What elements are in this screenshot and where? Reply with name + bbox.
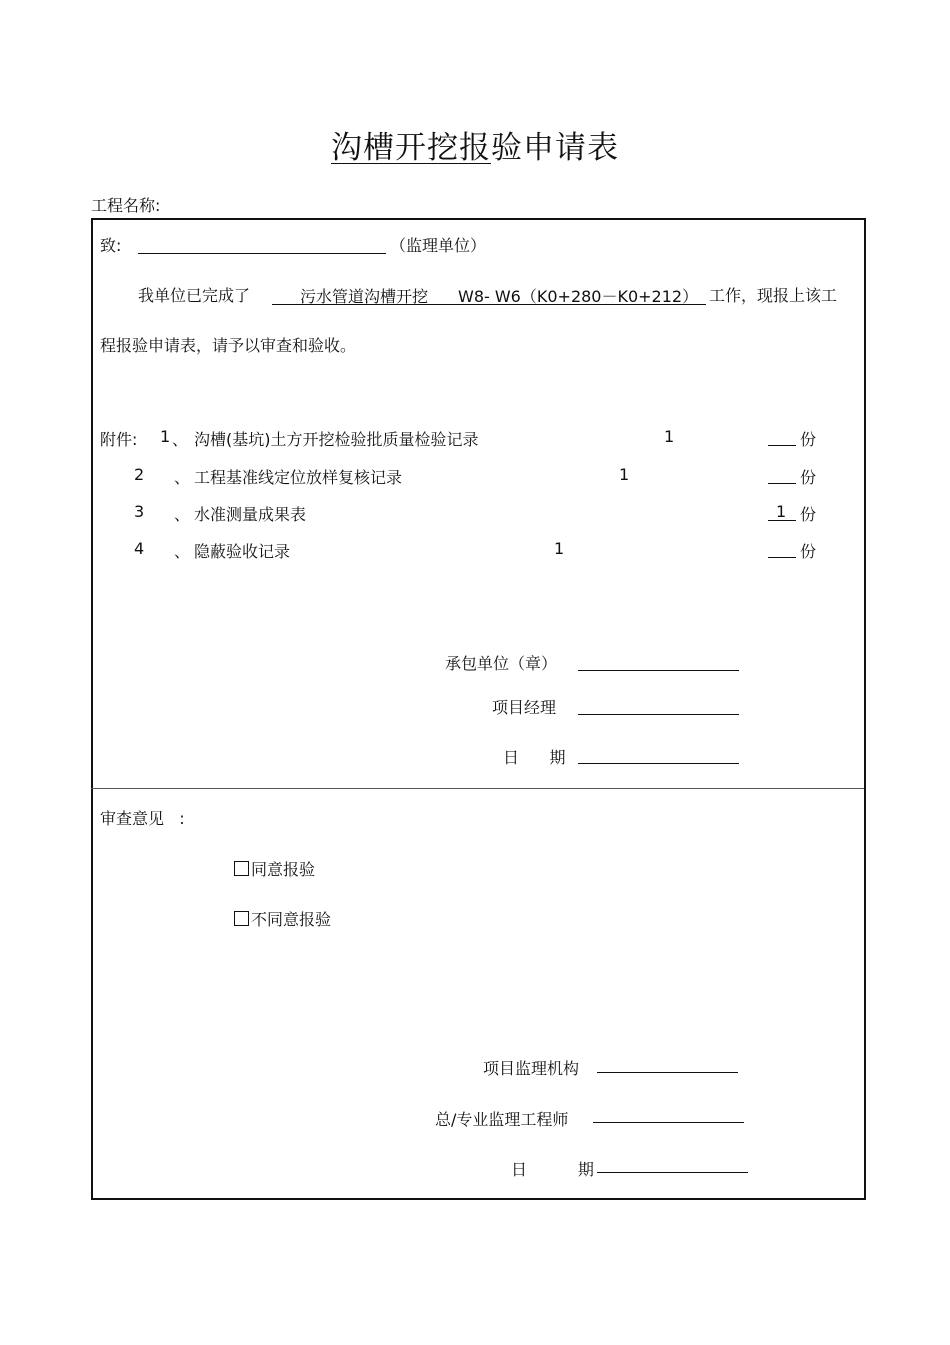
attachment-number: 2 [134,465,145,484]
supervising-engineer-field[interactable] [593,1122,744,1123]
attachment-unit: 份 [800,468,817,487]
supervision-institution-label: 项目监理机构 [483,1059,580,1078]
contractor-unit-field[interactable] [578,670,739,671]
attachment-separator: 、 [172,430,189,449]
attachment-count-field[interactable] [768,483,796,484]
work-name: 污水管道沟槽开挖 [300,287,429,306]
attachment-count-field[interactable] [768,520,796,521]
to-suffix: （监理单位） [390,236,487,255]
review-date-field[interactable] [597,1172,748,1173]
disagree-option[interactable] [234,907,331,930]
attachment-name: 沟槽(基坑)土方开挖检验批质量检验记录 [194,430,479,449]
attachment-count: 1 [776,502,787,521]
attachment-unit: 份 [800,542,817,561]
attachment-separator: 、 [174,542,191,561]
project-manager-field[interactable] [578,714,739,715]
form-box [91,218,866,1200]
title-underlined-part: 沟槽开挖报 [331,130,491,166]
to-label: 致: [100,236,122,255]
statement-prefix: 我单位已完成了 [138,286,251,305]
contractor-unit-label: 承包单位（章） [445,654,558,673]
agree-option[interactable] [234,857,315,880]
statement-line2: 程报验申请表，请予以审查和验收。 [100,336,357,355]
section-divider [91,788,864,789]
contractor-date-field[interactable] [578,763,739,764]
supervision-institution-field[interactable] [597,1072,738,1073]
work-range: W8- W6（K0+280－K0+212） [458,287,699,306]
title-rest: 验申请表 [491,130,619,166]
attachment-separator: 、 [174,505,191,524]
contractor-date-label: 日 期 [503,748,566,767]
attachment-count-field[interactable] [768,557,796,558]
attachment-count: 1 [664,427,675,446]
disagree-checkbox[interactable] [234,911,249,926]
project-manager-label: 项目经理 [492,698,557,717]
attachment-separator: 、 [174,468,191,487]
attachments-label: 附件: [100,430,138,449]
supervision-unit-field[interactable] [138,253,386,254]
page-title [0,122,950,167]
attachment-number: 1 [160,427,171,446]
review-opinion-label: 审查意见 : [100,809,185,828]
review-date-label: 日 期 [511,1160,594,1179]
project-name-label: 工程名称: [91,196,161,215]
attachment-name: 水准测量成果表 [194,505,307,524]
attachment-number: 4 [134,539,145,558]
statement-suffix: 工作，现报上该工 [709,286,838,305]
attachment-count: 1 [619,465,630,484]
attachment-name: 工程基准线定位放样复核记录 [194,468,403,487]
supervising-engineer-label: 总/专业监理工程师 [435,1110,569,1129]
attachment-unit: 份 [800,505,817,524]
agree-checkbox[interactable] [234,861,249,876]
attachment-unit: 份 [800,430,817,449]
attachment-number: 3 [134,502,145,521]
attachment-count: 1 [554,539,565,558]
disagree-label: 不同意报验 [251,910,332,929]
attachment-count-field[interactable] [768,445,796,446]
agree-label: 同意报验 [251,860,316,879]
attachment-name: 隐蔽验收记录 [194,542,291,561]
